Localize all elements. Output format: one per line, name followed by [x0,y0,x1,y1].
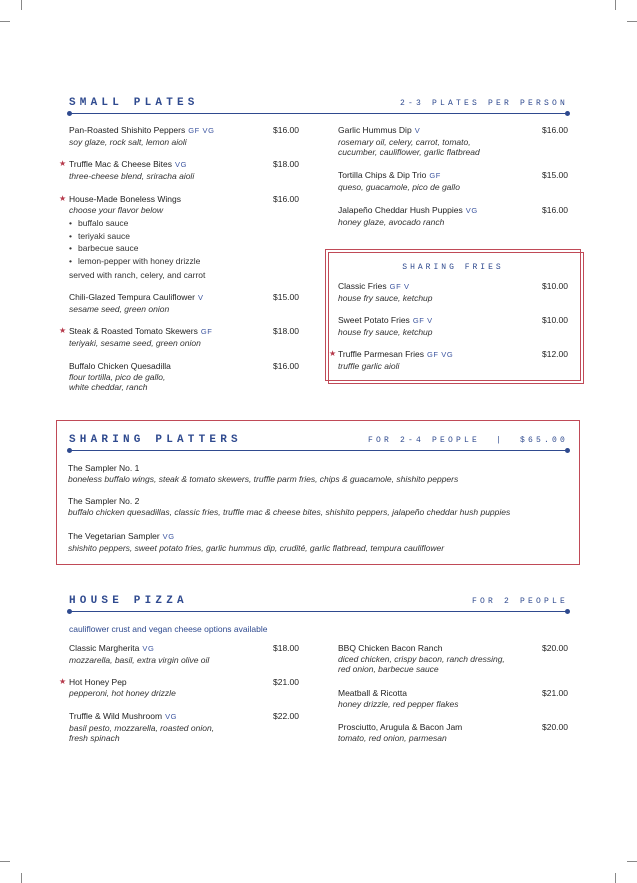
item-name: Truffle Mac & Cheese Bites [69,159,172,169]
item-price: $16.00 [542,125,568,135]
diet-tags: GF VG [426,350,454,359]
item-name: Prosciutto, Arugula & Bacon Jam [338,722,463,732]
item-description: teriyaki, sesame seed, green onion [69,337,201,348]
section-title: HOUSE PIZZA [69,595,188,607]
item-price: $15.00 [542,170,568,180]
diet-tags: GF V [389,282,410,291]
diet-tags: GF [429,171,441,180]
star-icon: ★ [59,194,67,203]
item-description: rosemary oil, celery, carrot, tomato, [338,136,471,147]
item-description: white cheddar, ranch [69,382,148,392]
crop-mark [627,21,637,22]
item-description: house fry sauce, ketchup [338,292,433,303]
flavor-option: • teriyaki sauce [69,230,269,243]
item-price: $16.00 [273,194,299,204]
crop-mark [21,0,22,10]
platter-item [68,463,573,484]
item-description: honey drizzle, red pepper flakes [338,698,459,709]
diet-tags: VG [162,532,175,541]
diet-tags: VG [165,712,178,721]
item-description: three-cheese blend, sriracha aioli [69,170,195,181]
item-description: shishito peppers, sweet potato fries, garlic hummus dip, crudité, garlic flatbread, tempura cauliflower [68,542,445,553]
item-name: Chili-Glazed Tempura Cauliflower [69,292,195,302]
item-price: $10.00 [542,315,568,325]
item-name: Hot Honey Pep [69,677,127,687]
item-price: $10.00 [542,281,568,291]
item-price: $18.00 [273,326,299,336]
item-name: The Sampler No. 1 [68,463,140,473]
crop-mark [615,873,616,883]
item-description: diced chicken, crispy bacon, ranch dressing, [338,653,505,664]
sharing-fries-title: SHARING FRIES [402,263,504,272]
item-description: fresh spinach [69,733,120,743]
diet-tags: GF VG [188,126,215,135]
star-icon: ★ [59,159,67,168]
platter-item [68,531,573,553]
item-description: honey glaze, avocado ranch [338,216,445,227]
item-name: BBQ Chicken Bacon Ranch [338,643,443,653]
item-name: Tortilla Chips & Dip Trio [338,170,427,180]
star-icon: ★ [59,677,67,686]
item-description: soy glaze, rock salt, lemon aioli [69,136,187,147]
section-title: SMALL PLATES [69,97,199,109]
item-description: sesame seed, green onion [69,303,170,314]
diet-tags: V [414,126,421,135]
item-name: The Sampler No. 2 [68,496,140,506]
menu-item [338,722,538,743]
divider-dot [67,609,72,614]
flavor-option: • buffalo sauce [69,217,269,230]
divider-dot [565,448,570,453]
item-description: house fry sauce, ketchup [338,326,433,337]
item-description: truffle garlic aioli [338,360,400,371]
diet-tags: VG [465,206,478,215]
sharing-platters-header [69,434,568,451]
item-description: choose your flavor below [69,204,164,215]
item-price: $18.00 [273,159,299,169]
menu-item [338,281,538,303]
item-description: flour tortilla, pico de gallo, [69,371,166,382]
menu-item [338,688,538,709]
item-description: tomato, red onion, parmesan [338,732,447,743]
menu-item [338,170,538,192]
menu-item [69,125,269,147]
flavor-options [69,217,269,267]
item-name: Buffalo Chicken Quesadilla [69,361,171,371]
item-price: $20.00 [542,643,568,653]
menu-item [338,643,538,675]
crop-mark [0,21,10,22]
item-name: Jalapeño Cheddar Hush Puppies [338,205,463,215]
house-pizza-header [69,595,568,612]
diet-tags: V [197,293,204,302]
divider-dot [67,448,72,453]
menu-item [69,677,269,698]
item-price: $18.00 [273,643,299,653]
star-icon: ★ [329,349,337,358]
served-note: served with ranch, celery, and carrot [69,270,206,280]
diet-tags: VG [175,160,188,169]
item-price: $22.00 [273,711,299,721]
diet-tags: GF [200,327,213,336]
item-price: $16.00 [542,205,568,215]
menu-item [69,194,269,281]
item-description: pepperoni, hot honey drizzle [69,687,176,698]
item-description: red onion, barbecue sauce [338,664,439,674]
item-description: boneless buffalo wings, steak & tomato skewers, truffle parm fries, chips & guacamole, shishito peppers [68,473,459,484]
menu-item [69,643,269,665]
menu-item [69,361,269,393]
item-price: $15.00 [273,292,299,302]
crust-options-note: cauliflower crust and vegan cheese options available [69,624,268,634]
item-name: Truffle & Wild Mushroom [69,711,163,721]
crop-mark [615,0,616,10]
divider-dot [565,609,570,614]
section-note: FOR 2-4 PEOPLE | $65.00 [367,436,568,445]
item-name: Truffle Parmesan Fries [338,349,424,359]
section-note: FOR 2 PEOPLE [471,597,568,606]
item-name: Sweet Potato Fries [338,315,410,325]
item-description: buffalo chicken quesadillas, classic fries, truffle mac & cheese bites, shishito peppers, jalapeño cheddar hush puppies [68,506,511,517]
item-price: $21.00 [542,688,568,698]
item-price: $12.00 [542,349,568,359]
menu-item [338,125,538,158]
item-price: $16.00 [273,125,299,135]
item-description: queso, guacamole, pico de gallo [338,181,460,192]
section-title: SHARING PLATTERS [69,434,242,446]
item-description: mozzarella, basil, extra virgin olive oil [69,654,210,665]
item-description: cucumber, cauliflower, garlic flatbread [338,147,480,157]
flavor-option: • lemon-pepper with honey drizzle [69,255,269,268]
item-name: Meatball & Ricotta [338,688,407,698]
small-plates-header [69,97,568,114]
menu-item [338,315,538,337]
menu-item [338,349,538,371]
item-price: $21.00 [273,677,299,687]
flavor-option: • barbecue sauce [69,242,269,255]
menu-item [338,205,538,227]
item-name: House-Made Boneless Wings [69,194,181,204]
diet-tags: VG [142,644,155,653]
item-name: The Vegetarian Sampler [68,531,160,541]
diet-tags: GF V [412,316,433,325]
crop-mark [21,873,22,883]
item-name: Classic Fries [338,281,387,291]
menu-item [69,159,269,181]
item-description: basil pesto, mozzarella, roasted onion, [69,722,215,733]
item-name: Classic Margherita [69,643,140,653]
menu-item [69,326,269,348]
menu-item [69,711,269,744]
section-note: 2-3 PLATES PER PERSON [399,99,568,108]
menu-item [69,292,269,314]
divider-dot [67,111,72,116]
item-name: Pan-Roasted Shishito Peppers [69,125,186,135]
star-icon: ★ [59,326,67,335]
item-name: Garlic Hummus Dip [338,125,412,135]
item-name: Steak & Roasted Tomato Skewers [69,326,198,336]
crop-mark [627,861,637,862]
divider-dot [565,111,570,116]
item-price: $20.00 [542,722,568,732]
platter-item [68,496,573,517]
crop-mark [0,861,10,862]
item-price: $16.00 [273,361,299,371]
